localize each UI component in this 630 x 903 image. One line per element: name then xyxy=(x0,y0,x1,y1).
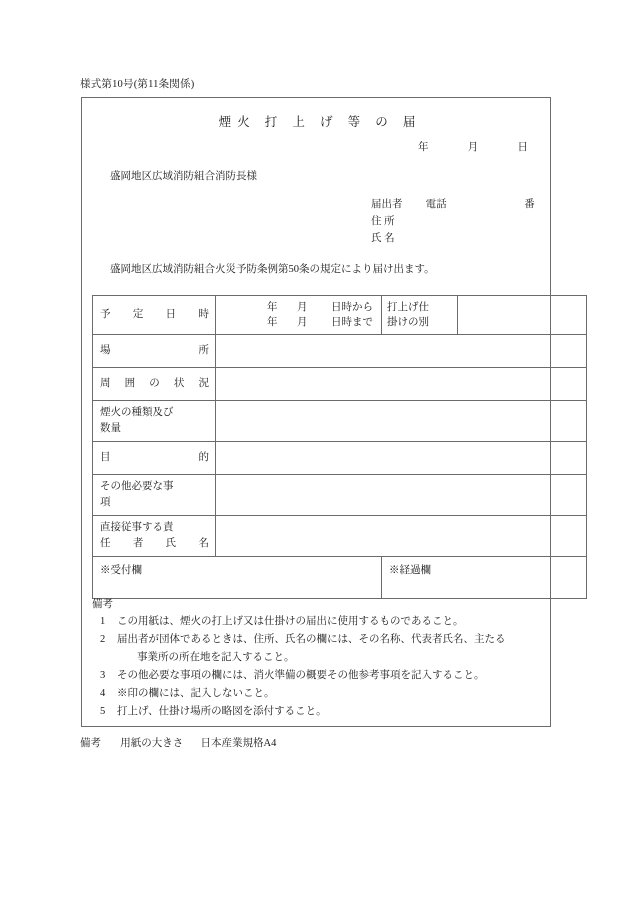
remarks-item-text: ※印の欄には、記入しないこと。 xyxy=(117,688,275,699)
table-row-surroundings xyxy=(93,368,587,401)
responsible-person-label-line2: 任 者 氏 名 xyxy=(100,538,209,549)
date-year-label: 年 xyxy=(418,142,429,153)
remarks-title: 備考 xyxy=(92,599,113,610)
paper-size-note xyxy=(80,735,276,750)
table-row-responsible-person xyxy=(93,516,587,557)
progress-cell[interactable] xyxy=(382,557,587,599)
purpose-label-cell xyxy=(93,442,216,475)
submitter-name-label: 氏 名 xyxy=(371,233,395,244)
schedule-from-time: 時から xyxy=(341,302,373,313)
submitter-address-row xyxy=(371,213,535,230)
statement-text: 盛岡地区広域消防組合火災予防条例第50条の規定により届け出ます。 xyxy=(110,264,435,275)
responsible-person-label-cell xyxy=(93,516,216,557)
surroundings-value-cell[interactable] xyxy=(216,368,587,401)
remarks-item-number: 3 xyxy=(100,670,106,681)
reception-label: ※受付欄 xyxy=(100,565,142,576)
firework-type-value-cell[interactable] xyxy=(216,401,587,442)
firework-type-label-cell xyxy=(93,401,216,442)
location-label: 場 所 xyxy=(100,345,209,356)
date-month-label: 月 xyxy=(467,142,479,153)
remarks-item-text: この用紙は、煙火の打上げ又は仕掛けの届出に使用するものであること。 xyxy=(117,616,464,627)
table-row-schedule xyxy=(93,296,587,335)
submitter-address-label: 住 所 xyxy=(371,216,395,227)
reception-cell[interactable] xyxy=(93,557,382,599)
submitter-name-row xyxy=(371,230,535,247)
paper-size-note-label: 備考 xyxy=(80,738,101,749)
paper-size-value: 日本産業規格A4 xyxy=(200,738,277,749)
schedule-from-line xyxy=(226,300,373,315)
remarks-item-text: 届出者が団体であるときは、住所、氏名の欄には、その名称、代表者氏名、主たる xyxy=(117,634,506,645)
remarks-item xyxy=(92,703,544,721)
remarks-item xyxy=(92,667,544,685)
submitter-block xyxy=(371,196,535,247)
schedule-from-month: 月 xyxy=(297,302,308,313)
date-day-label: 日 xyxy=(517,142,528,153)
table-row-purpose xyxy=(93,442,587,475)
remarks-section xyxy=(92,596,544,721)
schedule-to-time: 時まで xyxy=(341,317,373,328)
submitter-phone-row xyxy=(371,196,535,213)
submitter-label: 届出者 xyxy=(371,199,403,210)
other-matters-label-cell xyxy=(93,475,216,516)
form-number-label: 様式第10号(第11条関係) xyxy=(80,79,195,90)
other-matters-label-line2: 項 xyxy=(100,497,111,508)
location-label-cell xyxy=(93,335,216,368)
schedule-from-year: 年 xyxy=(267,302,278,313)
form-outer-box xyxy=(81,97,551,727)
remarks-item-text: その他必要な事項の欄には、消火準備の概要その他参考事項を記入すること。 xyxy=(117,670,485,681)
table-row-official-use xyxy=(93,557,587,599)
purpose-label: 目 的 xyxy=(100,452,209,463)
remarks-item-number: 1 xyxy=(100,616,106,627)
submitter-phone-unit: 番 xyxy=(524,199,535,210)
firework-type-label-line2: 数量 xyxy=(100,423,121,434)
remarks-item xyxy=(92,685,544,703)
form-main-table xyxy=(92,295,587,599)
paper-size-key: 用紙の大きさ xyxy=(120,738,184,749)
surroundings-label: 周 囲 の 状 況 xyxy=(100,378,209,389)
firework-kind-value-cell[interactable] xyxy=(458,296,587,335)
addressee-label: 盛岡地区広域消防組合消防長様 xyxy=(110,171,257,182)
schedule-label-cell xyxy=(93,296,216,335)
responsible-person-label-line1: 直接従事する責 xyxy=(100,522,174,533)
other-matters-label-line1: その他必要な事 xyxy=(100,481,174,492)
remarks-item xyxy=(92,613,544,631)
firework-kind-label-line1: 打上げ仕 xyxy=(387,302,429,313)
remarks-item-number: 5 xyxy=(100,706,106,717)
page-title: 煙火 打 上 げ 等 の 届 xyxy=(218,115,422,129)
table-row-firework-type xyxy=(93,401,587,442)
remarks-item-number: 4 xyxy=(100,688,106,699)
schedule-to-day: 日 xyxy=(331,317,342,328)
surroundings-label-cell xyxy=(93,368,216,401)
schedule-from-day: 日 xyxy=(331,302,342,313)
table-row-other-matters xyxy=(93,475,587,516)
table-row-location xyxy=(93,335,587,368)
firework-kind-label-cell xyxy=(382,296,458,335)
firework-type-label-line1: 煙火の種類及び xyxy=(100,407,174,418)
other-matters-value-cell[interactable] xyxy=(216,475,587,516)
remarks-item-continuation: 事業所の所在地を記入すること。 xyxy=(137,652,295,663)
remarks-item xyxy=(92,631,544,667)
schedule-to-month: 月 xyxy=(297,317,308,328)
schedule-label: 予 定 日 時 xyxy=(100,309,209,320)
schedule-to-line xyxy=(226,315,373,330)
location-value-cell[interactable] xyxy=(216,335,587,368)
purpose-value-cell[interactable] xyxy=(216,442,587,475)
remarks-item-number: 2 xyxy=(100,634,106,645)
progress-label: ※経過欄 xyxy=(389,565,431,576)
schedule-to-year: 年 xyxy=(267,317,278,328)
responsible-person-value-cell[interactable] xyxy=(216,516,587,557)
submitter-phone-label: 電話 xyxy=(425,199,447,210)
firework-kind-label-line2: 掛けの別 xyxy=(387,317,429,328)
remarks-item-text: 打上げ、仕掛け場所の略図を添付すること。 xyxy=(117,706,327,717)
schedule-date-cell[interactable] xyxy=(216,296,382,335)
document-date-line xyxy=(418,139,528,154)
